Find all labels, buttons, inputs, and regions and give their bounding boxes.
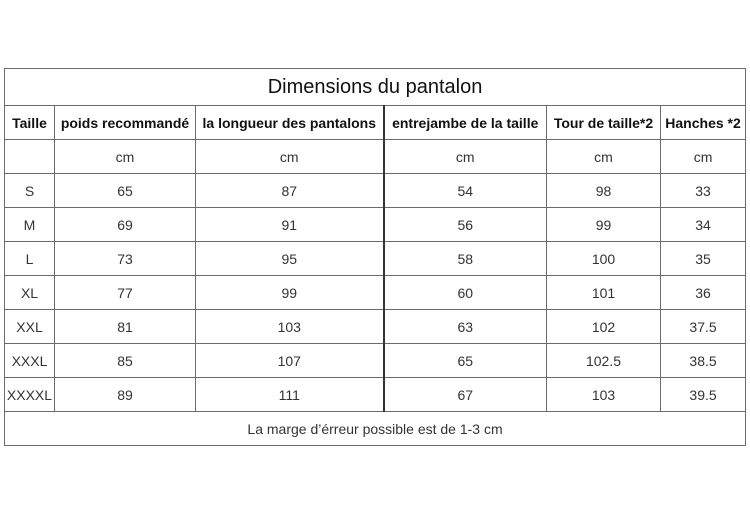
size-table [4, 68, 746, 446]
unit-cell [5, 140, 55, 174]
header-cell-inseam: entrejambe de la taille [384, 106, 547, 140]
waist-cell: 101 [547, 276, 661, 310]
size-cell: XXXL [5, 344, 55, 378]
inseam-cell: 67 [384, 378, 547, 412]
unit-cell: cm [196, 140, 384, 174]
table-row [5, 208, 746, 242]
inseam-cell: 56 [384, 208, 547, 242]
header-cell-hips: Hanches *2 [661, 106, 746, 140]
unit-cell: cm [55, 140, 196, 174]
size-cell: XXL [5, 310, 55, 344]
title-row [5, 69, 746, 106]
waist-cell: 103 [547, 378, 661, 412]
waist-cell: 99 [547, 208, 661, 242]
unit-cell: cm [547, 140, 661, 174]
weight-cell: 69 [55, 208, 196, 242]
table-title: Dimensions du pantalon [5, 69, 746, 106]
weight-cell: 65 [55, 174, 196, 208]
table-row [5, 344, 746, 378]
table-row [5, 276, 746, 310]
inseam-cell: 65 [384, 344, 547, 378]
hips-cell: 37.5 [661, 310, 746, 344]
waist-cell: 98 [547, 174, 661, 208]
unit-cell: cm [661, 140, 746, 174]
hips-cell: 38.5 [661, 344, 746, 378]
waist-cell: 102.5 [547, 344, 661, 378]
header-row [5, 106, 746, 140]
size-cell: L [5, 242, 55, 276]
weight-cell: 85 [55, 344, 196, 378]
length-cell: 95 [196, 242, 384, 276]
weight-cell: 73 [55, 242, 196, 276]
length-cell: 103 [196, 310, 384, 344]
length-cell: 107 [196, 344, 384, 378]
table-row [5, 242, 746, 276]
weight-cell: 77 [55, 276, 196, 310]
hips-cell: 39.5 [661, 378, 746, 412]
inseam-cell: 54 [384, 174, 547, 208]
length-cell: 91 [196, 208, 384, 242]
header-cell-weight: poids recommandé [55, 106, 196, 140]
table-row [5, 310, 746, 344]
size-cell: M [5, 208, 55, 242]
size-cell: XL [5, 276, 55, 310]
inseam-cell: 60 [384, 276, 547, 310]
inseam-cell: 63 [384, 310, 547, 344]
tolerance-note: La marge d’érreur possible est de 1-3 cm [5, 412, 746, 446]
hips-cell: 33 [661, 174, 746, 208]
size-chart [4, 68, 745, 446]
table-row [5, 378, 746, 412]
header-cell-size: Taille [5, 106, 55, 140]
weight-cell: 89 [55, 378, 196, 412]
hips-cell: 34 [661, 208, 746, 242]
header-cell-length: la longueur des pantalons [196, 106, 384, 140]
hips-cell: 36 [661, 276, 746, 310]
length-cell: 111 [196, 378, 384, 412]
units-row [5, 140, 746, 174]
weight-cell: 81 [55, 310, 196, 344]
inseam-cell: 58 [384, 242, 547, 276]
waist-cell: 102 [547, 310, 661, 344]
size-cell: XXXXL [5, 378, 55, 412]
size-cell: S [5, 174, 55, 208]
length-cell: 87 [196, 174, 384, 208]
header-cell-waist: Tour de taille*2 [547, 106, 661, 140]
note-row [5, 412, 746, 446]
unit-cell: cm [384, 140, 547, 174]
table-row [5, 174, 746, 208]
hips-cell: 35 [661, 242, 746, 276]
waist-cell: 100 [547, 242, 661, 276]
length-cell: 99 [196, 276, 384, 310]
